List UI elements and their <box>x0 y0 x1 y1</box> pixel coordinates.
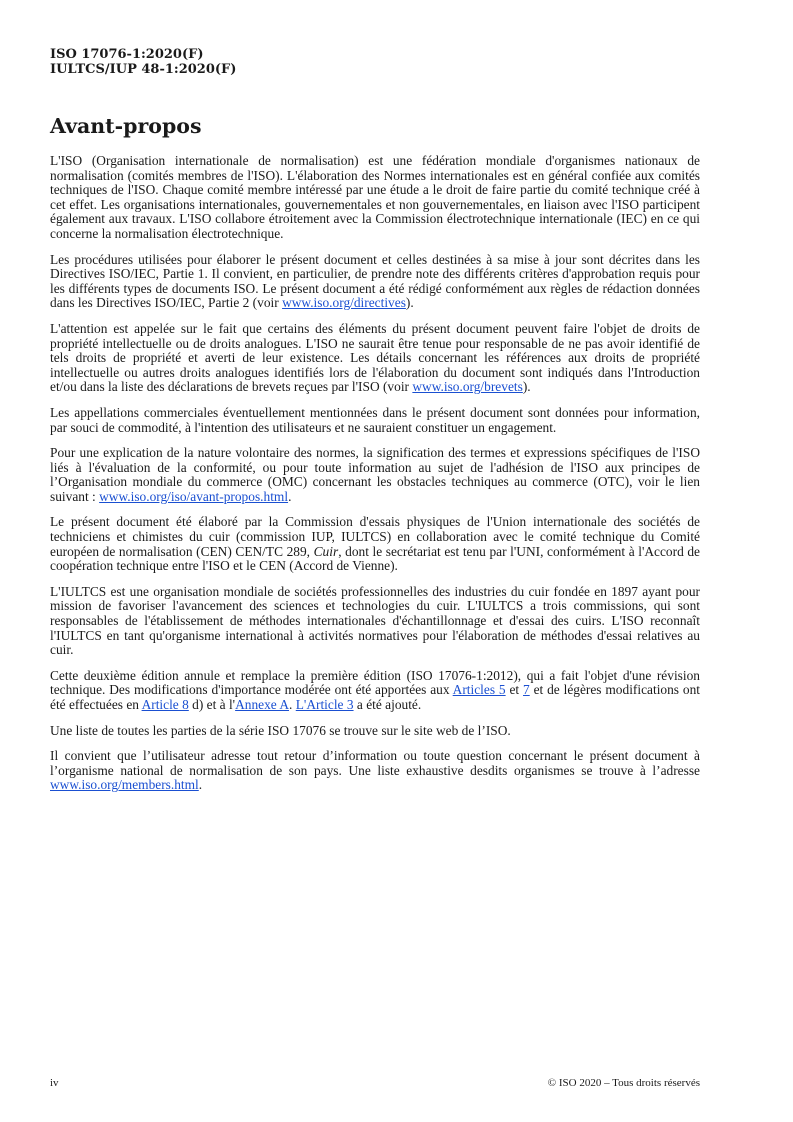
p8-text-d: d) et à l' <box>188 697 236 712</box>
link-members[interactable]: www.iso.org/members.html <box>50 777 199 793</box>
p5-end: . <box>288 488 292 504</box>
section-title: Avant-propos <box>50 114 202 138</box>
document-identifier <box>50 47 236 77</box>
paragraph-procedures <box>50 253 700 311</box>
p8-text-b: et <box>505 682 524 698</box>
paragraph-series-list <box>50 724 700 739</box>
paragraph-voluntary-nature <box>50 446 700 504</box>
paragraph-patents <box>50 322 700 395</box>
p6-text-b: , dont le secrétariat est tenu par l'UNI, conformément à l'Accord de coopération technique entre l'ISO et le CEN (Accord de Vienne). <box>50 543 700 574</box>
paragraph-feedback <box>50 749 700 793</box>
doc-id-iultcs: IULTCS/IUP 48-1:2020(F) <box>50 62 237 77</box>
p9-text: Une liste de toutes les parties de la série ISO 17076 se trouve sur le site web de l’ISO. <box>50 722 511 738</box>
document-page <box>50 0 700 1122</box>
paragraph-trade-names <box>50 406 700 435</box>
p10-text: Il convient que l’utilisateur adresse tout retour d’information ou toute question concernant le présent document à l’organisme national de normalisation de son pays. Une liste exhaustive desdits organismes se trouve à l’adresse <box>50 748 700 778</box>
p8-text-e: . <box>289 697 296 712</box>
p6-text-a: Le présent document été élaboré par la Commission d'essais physiques de l'Union internationale des sociétés de techniciens et chimistes du cuir (commission IUP, IULTCS) en collaboration avec le comité technique du Comité européen de normalisation (CEN) CEN/TC 289, <box>50 514 700 559</box>
link-annexe-a[interactable]: Annexe A <box>235 697 290 712</box>
p2-text: Les procédures utilisées pour élaborer le présent document et celles destinées à sa mise à jour sont décrites dans les Directives ISO/IEC, Partie 1. Il convient, en particulier, de prendre note des différents critères d'approbation requis pour les différents types de documents ISO. Le présent document a été rédigé conformément aux règles de rédaction données dans les Directives ISO/IEC, Partie 2 (voir <box>50 251 700 311</box>
p8-text-f: a été ajouté. <box>353 697 422 712</box>
foreword-body <box>50 154 700 804</box>
link-article-8[interactable]: Article 8 <box>141 697 189 712</box>
page-number: iv <box>50 1077 59 1089</box>
link-brevets[interactable]: www.iso.org/brevets <box>412 379 523 395</box>
paragraph-edition <box>50 669 700 713</box>
p6-italic: Cuir <box>313 543 339 559</box>
paragraph-iultcs <box>50 585 700 658</box>
p1-text: L'ISO (Organisation internationale de normalisation) est une fédération mondiale d'organismes nationaux de normalisation (comités membres de l'ISO). L'élaboration des Normes internationales est en général confiée aux comités techniques de l'ISO. Chaque comité membre intéressé par une étude a le droit de faire partie du comité technique créé à cet effet. Les organisations internationales, gouvernementales et non gouvernementales, en liaison avec l'ISO participent également aux travaux. L'ISO collabore étroitement avec la Commission électrotechnique internationale (IEC) en ce qui concerne la normalisation électrotechnique. <box>50 153 700 241</box>
link-article-7[interactable]: 7 <box>523 682 530 698</box>
p4-text: Les appellations commerciales éventuellement mentionnées dans le présent document sont données pour information, par souci de commodité, à l'intention des utilisateurs et ne sauraient constituer un engagement. <box>50 404 700 435</box>
link-avant-propos[interactable]: www.iso.org/iso/avant-propos.html <box>99 488 289 504</box>
link-articles-5[interactable]: Articles 5 <box>452 682 506 698</box>
p3-text: L'attention est appelée sur le fait que certains des éléments du présent document peuvent faire l'objet de droits de propriété intellectuelle ou de droits analogues. L'ISO ne saurait être tenue pour responsable de ne pas avoir identifié de tels droits de propriété et averti de leur existence. Les détails concernant les références aux droits de propriété intellectuelle ou autres droits analogues identifiés lors de l'élaboration du document sont indiqués dans l'Introduction et/ou dans la liste des déclarations de brevets reçues par l'ISO (voir <box>50 320 700 395</box>
copyright-notice: © ISO 2020 – Tous droits réservés <box>547 1077 700 1089</box>
paragraph-committee <box>50 515 700 573</box>
p8-text-c: et de légères modifications ont été effectuées en <box>50 682 700 712</box>
p10-end: . <box>198 777 203 793</box>
link-article-3[interactable]: L'Article 3 <box>295 697 354 712</box>
p3-end: ). <box>522 379 531 395</box>
p8-text-a: Cette deuxième édition annule et remplace la première édition (ISO 17076-1:2012), qui a fait l'objet d'une révision technique. Des modifications d'importance modérée ont été apportées aux <box>50 667 700 698</box>
link-directives[interactable]: www.iso.org/directives <box>282 295 406 311</box>
p5-text: Pour une explication de la nature volontaire des normes, la signification des termes et expressions spécifiques de l'ISO liés à l'évaluation de la conformité, ou pour toute information au sujet de l'adhésion de l'ISO aux principes de l’Organisation mondiale du commerce (OMC) concernant les obstacles techniques au commerce (OTC), voir le lien suivant : <box>50 445 700 504</box>
paragraph-iso-intro <box>50 154 700 242</box>
p7-text: L'IULTCS est une organisation mondiale de sociétés professionnelles des industries du cuir fondée en 1897 ayant pour mission de favoriser l'avancement des sciences et technologies du cuir. L'IULTCS a trois commissions, qui sont responsables de l'établissement de méthodes internationales d'échantillonnage et d'essai des cuirs. L'ISO reconnaît l'IULTCS en tant qu'organisme international à activités normatives pour l'élaboration de méthodes d'essai relatives au cuir. <box>50 583 700 658</box>
doc-id-iso: ISO 17076-1:2020(F) <box>50 47 204 62</box>
p2-end: ). <box>405 295 414 311</box>
